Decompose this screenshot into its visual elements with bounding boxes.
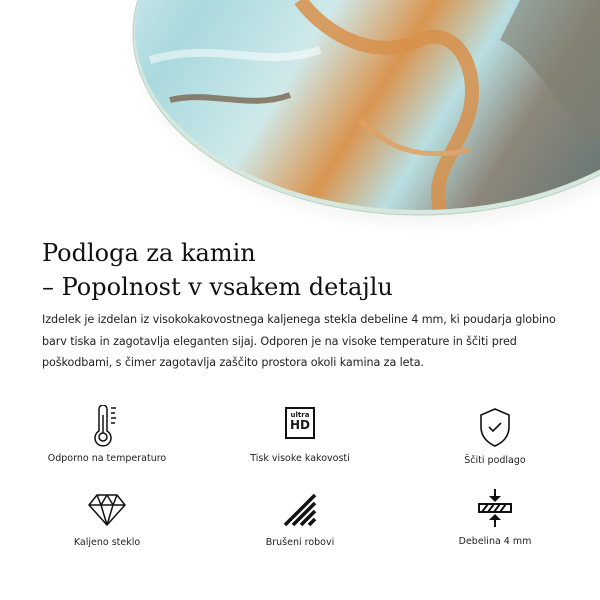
- shield-check-icon: [478, 407, 512, 447]
- thickness-icon: [477, 488, 513, 528]
- product-description: Izdelek je izdelan iz visokokakovostnega kaljenega stekla debeline 4 mm, ki poudarja globino barv tiska in zagotavlja eleganten sijaj. Odporen je na visoke temperature in ščiti pred poškodbami, s čimer zagotavlja zaščito prostora okoli kamina za leta.: [42, 313, 556, 369]
- diamond-icon: [87, 493, 127, 527]
- feature-label: Ščiti podlago: [464, 455, 526, 466]
- feature-polished-edges: [210, 493, 390, 548]
- title-line-2: – Popolnost v vsakem detajlu: [42, 273, 393, 301]
- feature-temperature: [17, 405, 197, 464]
- feature-label: Tisk visoke kakovosti: [250, 453, 350, 464]
- feature-tempered-glass: [17, 493, 197, 548]
- page-title: [42, 236, 393, 304]
- feature-label: Debelina 4 mm: [458, 536, 532, 547]
- thermometer-icon: [87, 405, 127, 447]
- feature-label: Brušeni robovi: [265, 537, 335, 548]
- title-line-1: Podloga za kamin: [42, 239, 256, 267]
- feature-print-quality: [210, 407, 390, 464]
- product-image-glass-board: [0, 0, 600, 240]
- polished-edges-icon: [283, 493, 317, 527]
- feature-label: Kaljeno steklo: [73, 537, 141, 548]
- feature-thickness: [405, 488, 585, 547]
- feature-protects-surface: [405, 407, 585, 466]
- ultra-hd-icon: ultra HD: [285, 407, 315, 439]
- feature-label: Odporno na temperaturo: [47, 453, 167, 464]
